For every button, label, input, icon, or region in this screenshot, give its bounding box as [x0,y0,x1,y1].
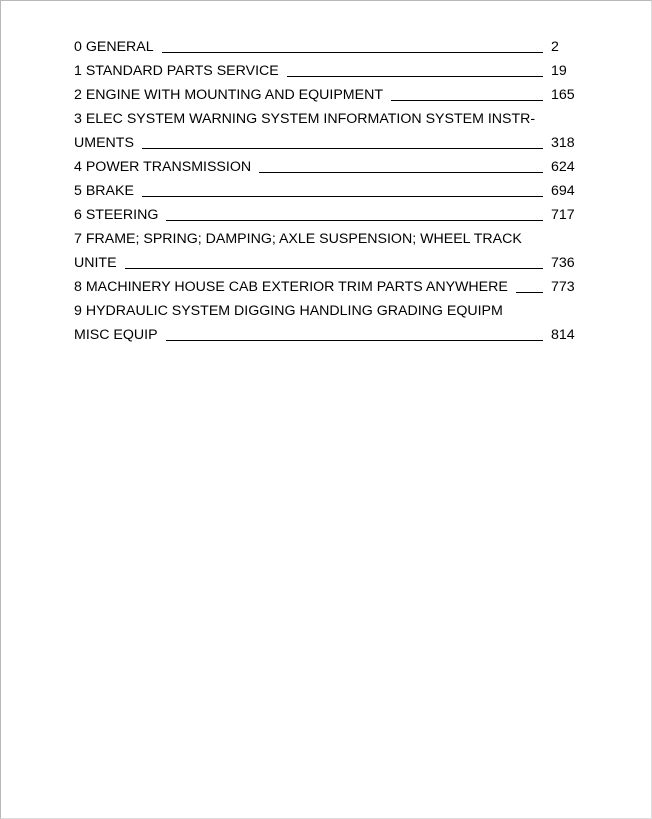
toc-entry[interactable] [74,155,575,179]
toc-page-number: 19 [551,63,567,79]
toc-entry-line-continued [74,227,575,251]
toc-leader-line [259,172,543,173]
toc-entry[interactable] [74,107,575,155]
toc-leader-line [142,196,543,197]
toc-page-number: 624 [551,159,575,175]
toc-leader-line [166,340,543,341]
toc-entry-line [74,275,575,299]
toc-entry-line [74,179,575,203]
toc-entry-line-continued [74,299,575,323]
toc-entry-line [74,203,575,227]
toc-entry-title: MISC EQUIP [74,327,158,343]
toc-entry-line [74,251,575,275]
toc-entry-title: 1 STANDARD PARTS SERVICE [74,63,279,79]
toc-entry-line [74,83,575,107]
toc-leader-line [391,100,543,101]
toc-entry[interactable] [74,59,575,83]
toc-page-number: 694 [551,183,575,199]
toc-page-number: 165 [551,87,575,103]
toc-page-number: 2 [551,39,559,55]
toc-entry[interactable] [74,275,575,299]
toc-leader-line [162,52,543,53]
toc-entry-title: 5 BRAKE [74,183,134,199]
toc-entry[interactable] [74,35,575,59]
toc-leader-line [142,148,543,149]
toc-entry-line [74,35,575,59]
toc-entry[interactable] [74,227,575,275]
toc-entry-title: UNITE [74,255,117,271]
toc-entry-line [74,155,575,179]
table-of-contents [74,35,575,347]
toc-entry-title: 2 ENGINE WITH MOUNTING AND EQUIPMENT [74,87,383,103]
toc-page-number: 814 [551,327,575,343]
toc-entry[interactable] [74,179,575,203]
toc-entry-title: 3 ELEC SYSTEM WARNING SYSTEM INFORMATION SYSTEM INSTR- [74,111,536,127]
toc-page-number: 318 [551,135,575,151]
toc-entry-title: 9 HYDRAULIC SYSTEM DIGGING HANDLING GRADING EQUIPM [74,303,503,319]
toc-entry[interactable] [74,83,575,107]
toc-page-number: 773 [551,279,575,295]
toc-leader-line [287,76,543,77]
toc-entry-title: 7 FRAME; SPRING; DAMPING; AXLE SUSPENSION; WHEEL TRACK [74,231,522,247]
toc-entry-line [74,131,575,155]
toc-entry-line-continued [74,107,575,131]
toc-entry-line [74,59,575,83]
toc-entry[interactable] [74,299,575,347]
toc-entry[interactable] [74,203,575,227]
toc-entry-title: 8 MACHINERY HOUSE CAB EXTERIOR TRIM PARTS ANYWHERE [74,279,508,295]
toc-entry-title: 4 POWER TRANSMISSION [74,159,252,175]
toc-entry-line [74,323,575,347]
toc-leader-line [516,292,543,293]
toc-entry-title: UMENTS [74,135,134,151]
toc-page-number: 717 [551,207,575,223]
toc-leader-line [125,268,543,269]
toc-entry-title: 0 GENERAL [74,39,154,55]
toc-entry-title: 6 STEERING [74,207,159,223]
toc-page-number: 736 [551,255,575,271]
toc-leader-line [166,220,543,221]
